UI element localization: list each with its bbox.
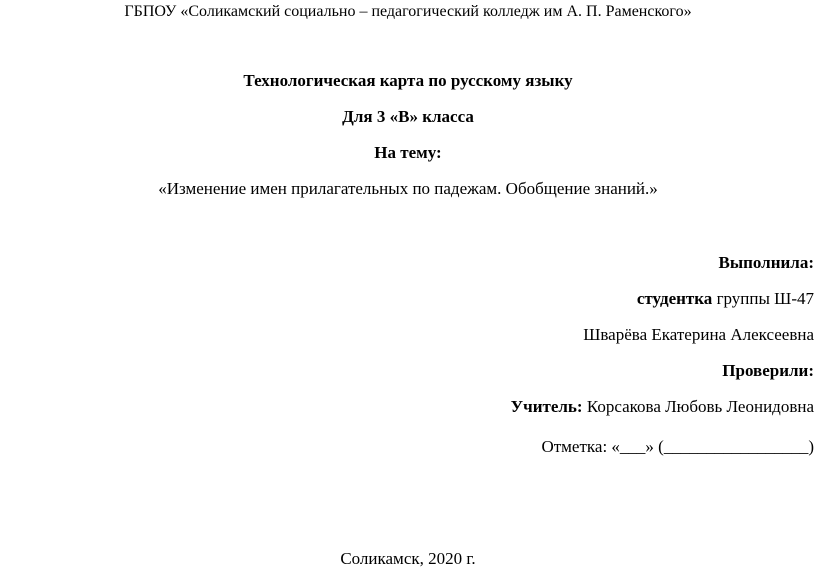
institution-header: ГБПОУ «Соликамский социально – педагогический колледж им А. П. Раменского» <box>124 3 692 20</box>
grade-line: Отметка: «___» (_________________) <box>541 437 814 456</box>
student-group: группы Ш-47 <box>712 289 814 308</box>
city-year: Соликамск, 2020 г. <box>340 549 476 568</box>
class-line: Для 3 «В» класса <box>342 107 474 126</box>
teacher-name: Корсакова Любовь Леонидовна <box>582 397 814 416</box>
document-title: Технологическая карта по русскому языку <box>243 71 573 90</box>
topic-label: На тему: <box>374 143 442 162</box>
performed-label: Выполнила: <box>718 253 814 272</box>
teacher-label: Учитель: <box>510 397 583 416</box>
teacher-line <box>511 397 814 417</box>
student-label: студентка <box>636 289 713 308</box>
topic-text: «Изменение имен прилагательных по падежам. Обобщение знаний.» <box>158 179 658 198</box>
student-name: Шварёва Екатерина Алексеевна <box>583 325 814 344</box>
checked-label: Проверили: <box>722 361 814 380</box>
student-line <box>637 289 814 309</box>
